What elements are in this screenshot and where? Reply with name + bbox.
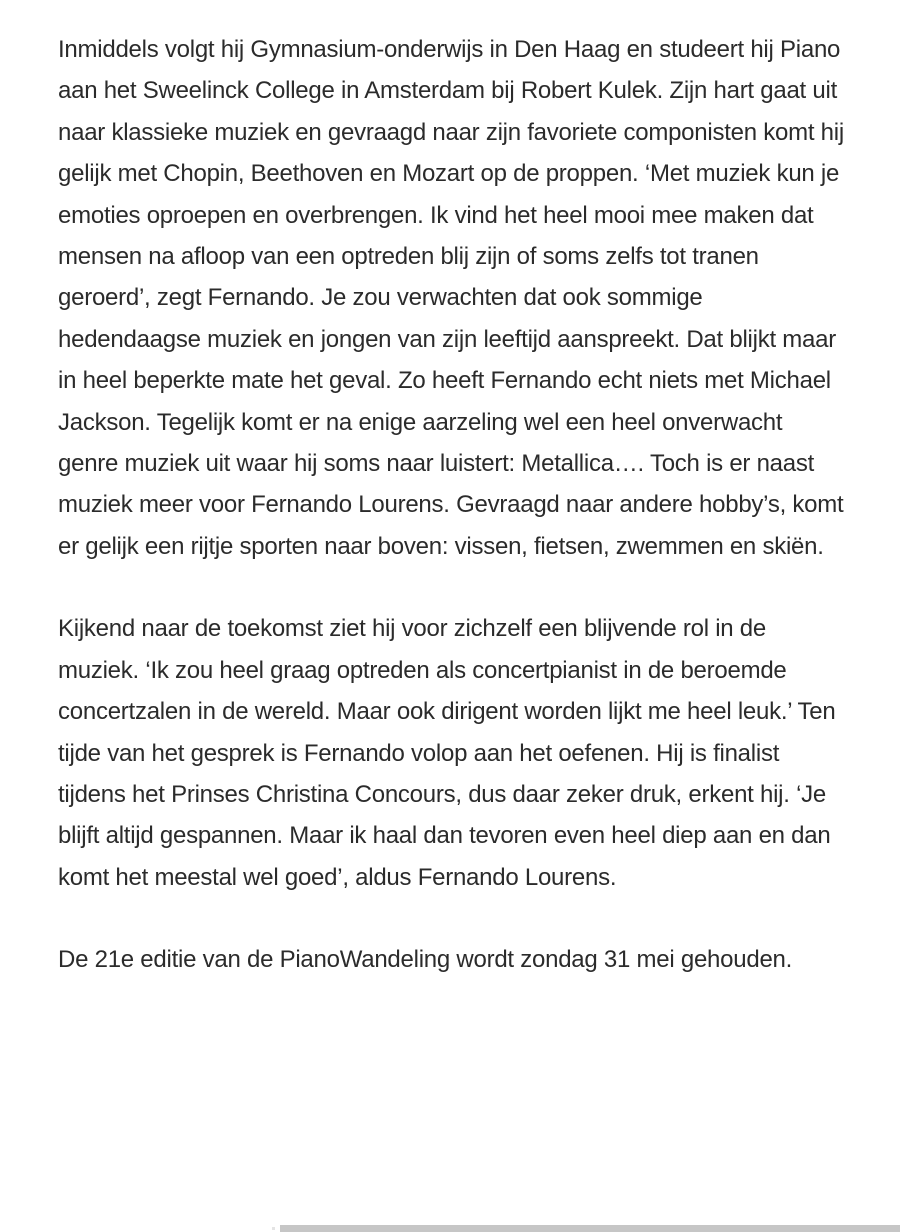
divider-dot xyxy=(272,1227,275,1230)
article-paragraph-2: Kijkend naar de toekomst ziet hij voor zichzelf een blijvende rol in de muziek. ‘Ik zou heel graag optreden als concertpianist in de beroemde concertzalen in de wereld. Maar ook dirigent worden lijkt me heel leuk.’ Ten tijde van het gesprek is Fernando volop aan het oefenen. Hij is finalist tijdens het Prinses Christina Concours, dus daar zeker druk, erkent hij. ‘Je blijft altijd gespannen. Maar ik haal dan tevoren even heel diep aan en dan komt het meestal wel goed’, aldus Fernando Lourens. xyxy=(58,615,836,891)
article-body xyxy=(58,29,848,981)
bottom-divider xyxy=(280,1225,900,1232)
article-paragraph-1: Inmiddels volgt hij Gymnasium-onderwijs in Den Haag en studeert hij Piano aan het Sweelinck College in Amsterdam bij Robert Kulek. Zijn hart gaat uit naar klassieke muziek en gevraagd naar zijn favoriete componisten komt hij gelijk met Chopin, Beethoven en Mozart op de proppen. ‘Met muziek kun je emoties oproepen en overbrengen. Ik vind het heel mooi mee maken dat mensen na afloop van een optreden blij zijn of soms zelfs tot tranen geroerd’, zegt Fernando. Je zou verwachten dat ook sommige hedendaagse muziek en jongen van zijn leeftijd aanspreekt. Dat blijkt maar in heel beperkte mate het geval. Zo heeft Fernando echt niets met Michael Jackson. Tegelijk komt er na enige aarzeling wel een heel onverwacht genre muziek uit waar hij soms naar luistert: Metallica…. Toch is er naast muziek meer voor Fernando Lourens. Gevraagd naar andere hobby’s, komt er gelijk een rijtje sporten naar boven: vissen, fietsen, zwemmen en skiën. xyxy=(58,36,844,560)
article-paragraph-3: De 21e editie van de PianoWandeling wordt zondag 31 mei gehouden. xyxy=(58,946,793,974)
